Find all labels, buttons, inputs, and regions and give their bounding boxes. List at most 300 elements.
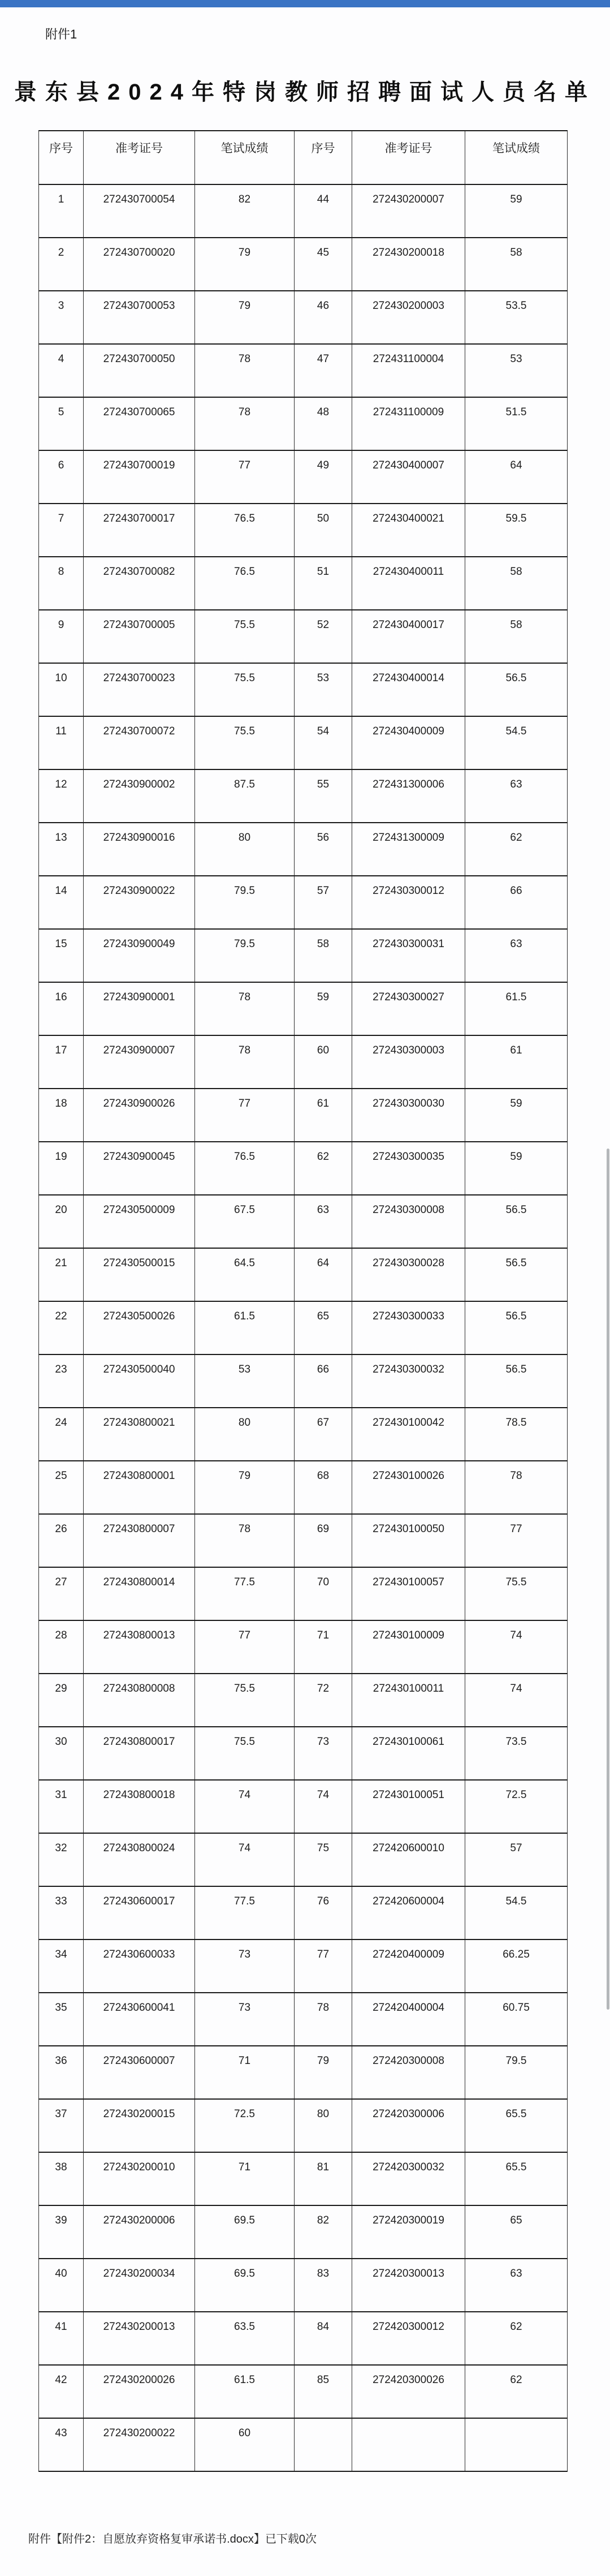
written-score-cell: 64: [465, 450, 568, 504]
written-score-cell: 76.5: [195, 557, 295, 610]
written-score-cell: 72.5: [465, 1780, 568, 1833]
row-number-cell: 15: [39, 929, 84, 982]
row-number-cell: 70: [295, 1567, 352, 1620]
written-score-cell: 77.5: [195, 1567, 295, 1620]
column-header: 准考证号: [352, 131, 465, 184]
written-score-cell: 69.5: [195, 2259, 295, 2312]
written-score-cell: 74: [465, 1620, 568, 1674]
row-number-cell: 60: [295, 1035, 352, 1089]
admission-ticket-cell: 272430400021: [352, 504, 465, 557]
admission-ticket-cell: 272430800001: [84, 1461, 195, 1514]
table-row: [39, 2046, 568, 2099]
row-number-cell: 71: [295, 1620, 352, 1674]
admission-ticket-cell: 272430700019: [84, 450, 195, 504]
admission-ticket-cell: 272430700082: [84, 557, 195, 610]
written-score-cell: 63: [465, 2259, 568, 2312]
written-score-cell: 71: [195, 2046, 295, 2099]
admission-ticket-cell: 272430200026: [84, 2365, 195, 2418]
written-score-cell: 79: [195, 291, 295, 344]
table-row: [39, 823, 568, 876]
row-number-cell: 9: [39, 610, 84, 663]
row-number-cell: 1: [39, 184, 84, 238]
table-row: [39, 769, 568, 823]
row-number-cell: 42: [39, 2365, 84, 2418]
written-score-cell: 54.5: [465, 716, 568, 769]
row-number-cell: 19: [39, 1142, 84, 1195]
table-row: [39, 2418, 568, 2471]
written-score-cell: 63.5: [195, 2312, 295, 2365]
written-score-cell: 74: [195, 1780, 295, 1833]
written-score-cell: 61.5: [195, 2365, 295, 2418]
table-row: [39, 2365, 568, 2418]
admission-ticket-cell: 272430800024: [84, 1833, 195, 1886]
interview-score-table: [38, 130, 568, 2472]
written-score-cell: 77: [195, 450, 295, 504]
row-number-cell: 67: [295, 1408, 352, 1461]
row-number-cell: 68: [295, 1461, 352, 1514]
table-row: [39, 1301, 568, 1354]
admission-ticket-cell: 272430900045: [84, 1142, 195, 1195]
admission-ticket-cell: 272430900022: [84, 876, 195, 929]
table-row: [39, 2152, 568, 2205]
admission-ticket-cell: 272431300009: [352, 823, 465, 876]
footer-download-count: 已下载0次: [265, 2533, 317, 2545]
top-accent-bar: [0, 0, 610, 7]
column-header: 准考证号: [84, 131, 195, 184]
row-number-cell: 14: [39, 876, 84, 929]
written-score-cell: 73: [195, 1993, 295, 2046]
admission-ticket-cell: 272430100057: [352, 1567, 465, 1620]
admission-ticket-cell: 272430300008: [352, 1195, 465, 1248]
written-score-cell: 75.5: [195, 1727, 295, 1780]
row-number-cell: 37: [39, 2099, 84, 2152]
written-score-cell: 61.5: [465, 982, 568, 1035]
admission-ticket-cell: 272430800021: [84, 1408, 195, 1461]
written-score-cell: 62: [465, 2312, 568, 2365]
row-number-cell: 64: [295, 1248, 352, 1301]
row-number-cell: 56: [295, 823, 352, 876]
admission-ticket-cell: 272430700005: [84, 610, 195, 663]
row-number-cell: 6: [39, 450, 84, 504]
row-number-cell: 13: [39, 823, 84, 876]
row-number-cell: 30: [39, 1727, 84, 1780]
row-number-cell: 8: [39, 557, 84, 610]
row-number-cell: 20: [39, 1195, 84, 1248]
written-score-cell: 60: [195, 2418, 295, 2471]
admission-ticket-cell: 272430200010: [84, 2152, 195, 2205]
row-number-cell: 55: [295, 769, 352, 823]
table-row: [39, 1354, 568, 1408]
written-score-cell: 59: [465, 1142, 568, 1195]
written-score-cell: 77: [465, 1514, 568, 1567]
table-row: [39, 1727, 568, 1780]
admission-ticket-cell: 272430300012: [352, 876, 465, 929]
table-row: [39, 1780, 568, 1833]
table-row: [39, 663, 568, 716]
written-score-cell: 73.5: [465, 1727, 568, 1780]
row-number-cell: 22: [39, 1301, 84, 1354]
row-number-cell: 33: [39, 1886, 84, 1939]
admission-ticket-cell: 272430200022: [84, 2418, 195, 2471]
admission-ticket-cell: 272430700053: [84, 291, 195, 344]
table-row: [39, 1248, 568, 1301]
admission-ticket-cell: 272430400011: [352, 557, 465, 610]
row-number-cell: 76: [295, 1886, 352, 1939]
table-row: [39, 1674, 568, 1727]
row-number-cell: 72: [295, 1674, 352, 1727]
written-score-cell: 66.25: [465, 1939, 568, 1993]
table-row: [39, 929, 568, 982]
written-score-cell: 77: [195, 1620, 295, 1674]
admission-ticket-cell: 272430800013: [84, 1620, 195, 1674]
row-number-cell: 47: [295, 344, 352, 397]
admission-ticket-cell: 272430700065: [84, 397, 195, 450]
written-score-cell: 61.5: [195, 1301, 295, 1354]
row-number-cell: 35: [39, 1993, 84, 2046]
table-row: [39, 450, 568, 504]
row-number-cell: 85: [295, 2365, 352, 2418]
written-score-cell: 62: [465, 823, 568, 876]
admission-ticket-cell: 272430100011: [352, 1674, 465, 1727]
page-title: 景东县2024年特岗教师招聘面试人员名单: [14, 80, 596, 105]
admission-ticket-cell: 272430100051: [352, 1780, 465, 1833]
admission-ticket-cell: 272430700020: [84, 238, 195, 291]
table-row: [39, 982, 568, 1035]
table-row: [39, 1939, 568, 1993]
table-row: [39, 1408, 568, 1461]
table-header-row: [39, 131, 568, 184]
admission-ticket-cell: 272430700050: [84, 344, 195, 397]
table-row: [39, 2205, 568, 2259]
table-row: [39, 876, 568, 929]
written-score-cell: 78: [195, 344, 295, 397]
row-number-cell: 62: [295, 1142, 352, 1195]
written-score-cell: [465, 2418, 568, 2471]
admission-ticket-cell: 272420600010: [352, 1833, 465, 1886]
column-header: 序号: [295, 131, 352, 184]
written-score-cell: 78: [195, 1514, 295, 1567]
written-score-cell: 59: [465, 1089, 568, 1142]
written-score-cell: 63: [465, 769, 568, 823]
written-score-cell: 53.5: [465, 291, 568, 344]
table-row: [39, 1833, 568, 1886]
admission-ticket-cell: 272430400017: [352, 610, 465, 663]
admission-ticket-cell: 272420300012: [352, 2312, 465, 2365]
row-number-cell: 3: [39, 291, 84, 344]
written-score-cell: 75.5: [195, 716, 295, 769]
admission-ticket-cell: 272430600007: [84, 2046, 195, 2099]
written-score-cell: 87.5: [195, 769, 295, 823]
admission-ticket-cell: 272430400009: [352, 716, 465, 769]
admission-ticket-cell: 272430100050: [352, 1514, 465, 1567]
admission-ticket-cell: 272430900002: [84, 769, 195, 823]
row-number-cell: 36: [39, 2046, 84, 2099]
row-number-cell: 78: [295, 1993, 352, 2046]
scrollbar-thumb[interactable]: [607, 1149, 609, 2010]
written-score-cell: 56.5: [465, 1354, 568, 1408]
row-number-cell: 50: [295, 504, 352, 557]
row-number-cell: 46: [295, 291, 352, 344]
admission-ticket-cell: 272431300006: [352, 769, 465, 823]
written-score-cell: 67.5: [195, 1195, 295, 1248]
admission-ticket-cell: 272420400009: [352, 1939, 465, 1993]
footer-attachment-prefix: 附件: [28, 2533, 51, 2545]
written-score-cell: 56.5: [465, 663, 568, 716]
written-score-cell: 77: [195, 1089, 295, 1142]
admission-ticket-cell: 272430100042: [352, 1408, 465, 1461]
row-number-cell: 24: [39, 1408, 84, 1461]
written-score-cell: 76.5: [195, 1142, 295, 1195]
admission-ticket-cell: 272430600017: [84, 1886, 195, 1939]
written-score-cell: 66: [465, 876, 568, 929]
row-number-cell: 5: [39, 397, 84, 450]
row-number-cell: 65: [295, 1301, 352, 1354]
written-score-cell: 79.5: [465, 2046, 568, 2099]
admission-ticket-cell: 272430200034: [84, 2259, 195, 2312]
written-score-cell: 51.5: [465, 397, 568, 450]
row-number-cell: 75: [295, 1833, 352, 1886]
written-score-cell: 82: [195, 184, 295, 238]
row-number-cell: 25: [39, 1461, 84, 1514]
row-number-cell: 66: [295, 1354, 352, 1408]
table-row: [39, 1142, 568, 1195]
row-number-cell: 41: [39, 2312, 84, 2365]
row-number-cell: 59: [295, 982, 352, 1035]
column-header: 序号: [39, 131, 84, 184]
admission-ticket-cell: 272430200015: [84, 2099, 195, 2152]
row-number-cell: 4: [39, 344, 84, 397]
admission-ticket-cell: 272431100009: [352, 397, 465, 450]
row-number-cell: 84: [295, 2312, 352, 2365]
table-row: [39, 1886, 568, 1939]
admission-ticket-cell: 272420300006: [352, 2099, 465, 2152]
row-number-cell: 74: [295, 1780, 352, 1833]
written-score-cell: 73: [195, 1939, 295, 1993]
row-number-cell: 73: [295, 1727, 352, 1780]
row-number-cell: 34: [39, 1939, 84, 1993]
row-number-cell: 79: [295, 2046, 352, 2099]
row-number-cell: 77: [295, 1939, 352, 1993]
column-header: 笔试成绩: [465, 131, 568, 184]
admission-ticket-cell: 272430800014: [84, 1567, 195, 1620]
row-number-cell: 31: [39, 1780, 84, 1833]
admission-ticket-cell: 272430400007: [352, 450, 465, 504]
row-number-cell: 63: [295, 1195, 352, 1248]
admission-ticket-cell: 272420300032: [352, 2152, 465, 2205]
admission-ticket-cell: 272430200013: [84, 2312, 195, 2365]
table-row: [39, 504, 568, 557]
row-number-cell: 44: [295, 184, 352, 238]
admission-ticket-cell: 272430500026: [84, 1301, 195, 1354]
row-number-cell: 45: [295, 238, 352, 291]
written-score-cell: 59.5: [465, 504, 568, 557]
row-number-cell: 54: [295, 716, 352, 769]
row-number-cell: 48: [295, 397, 352, 450]
written-score-cell: 69.5: [195, 2205, 295, 2259]
table-row: [39, 1514, 568, 1567]
written-score-cell: 65: [465, 2205, 568, 2259]
row-number-cell: 16: [39, 982, 84, 1035]
admission-ticket-cell: 272430100009: [352, 1620, 465, 1674]
row-number-cell: 40: [39, 2259, 84, 2312]
row-number-cell: 2: [39, 238, 84, 291]
table-row: [39, 184, 568, 238]
row-number-cell: 17: [39, 1035, 84, 1089]
admission-ticket-cell: 272430300035: [352, 1142, 465, 1195]
row-number-cell: 11: [39, 716, 84, 769]
table-row: [39, 2259, 568, 2312]
row-number-cell: 7: [39, 504, 84, 557]
row-number-cell: 80: [295, 2099, 352, 2152]
row-number-cell: 12: [39, 769, 84, 823]
admission-ticket-cell: 272430900026: [84, 1089, 195, 1142]
admission-ticket-cell: 272430800007: [84, 1514, 195, 1567]
admission-ticket-cell: 272431100004: [352, 344, 465, 397]
admission-ticket-cell: 272430200006: [84, 2205, 195, 2259]
table-row: [39, 1461, 568, 1514]
written-score-cell: 80: [195, 823, 295, 876]
admission-ticket-cell: 272430200003: [352, 291, 465, 344]
row-number-cell: 69: [295, 1514, 352, 1567]
admission-ticket-cell: 272430900007: [84, 1035, 195, 1089]
table-row: [39, 397, 568, 450]
admission-ticket-cell: 272430300032: [352, 1354, 465, 1408]
admission-ticket-cell: 272430300031: [352, 929, 465, 982]
row-number-cell: [295, 2418, 352, 2471]
table-row: [39, 238, 568, 291]
table-row: [39, 1035, 568, 1089]
table-row: [39, 1567, 568, 1620]
written-score-cell: 75.5: [195, 610, 295, 663]
admission-ticket-cell: 272430700072: [84, 716, 195, 769]
written-score-cell: 64.5: [195, 1248, 295, 1301]
column-header: 笔试成绩: [195, 131, 295, 184]
row-number-cell: 53: [295, 663, 352, 716]
admission-ticket-cell: 272430500040: [84, 1354, 195, 1408]
admission-ticket-cell: 272430600041: [84, 1993, 195, 2046]
admission-ticket-cell: 272430800018: [84, 1780, 195, 1833]
admission-ticket-cell: 272420300008: [352, 2046, 465, 2099]
table-row: [39, 2312, 568, 2365]
written-score-cell: 75.5: [195, 1674, 295, 1727]
written-score-cell: 78: [465, 1461, 568, 1514]
admission-ticket-cell: 272430300028: [352, 1248, 465, 1301]
written-score-cell: 71: [195, 2152, 295, 2205]
written-score-cell: 78: [195, 1035, 295, 1089]
written-score-cell: 58: [465, 610, 568, 663]
row-number-cell: 39: [39, 2205, 84, 2259]
written-score-cell: 75.5: [195, 663, 295, 716]
row-number-cell: 28: [39, 1620, 84, 1674]
written-score-cell: 56.5: [465, 1301, 568, 1354]
table-row: [39, 1089, 568, 1142]
written-score-cell: 72.5: [195, 2099, 295, 2152]
row-number-cell: 27: [39, 1567, 84, 1620]
written-score-cell: 65.5: [465, 2099, 568, 2152]
admission-ticket-cell: 272430400014: [352, 663, 465, 716]
admission-ticket-cell: 272430500015: [84, 1248, 195, 1301]
row-number-cell: 26: [39, 1514, 84, 1567]
row-number-cell: 38: [39, 2152, 84, 2205]
written-score-cell: 53: [195, 1354, 295, 1408]
admission-ticket-cell: 272420400004: [352, 1993, 465, 2046]
written-score-cell: 77.5: [195, 1886, 295, 1939]
row-number-cell: 21: [39, 1248, 84, 1301]
written-score-cell: 79: [195, 1461, 295, 1514]
written-score-cell: 53: [465, 344, 568, 397]
row-number-cell: 18: [39, 1089, 84, 1142]
written-score-cell: 65.5: [465, 2152, 568, 2205]
admission-ticket-cell: 272430200007: [352, 184, 465, 238]
written-score-cell: 79: [195, 238, 295, 291]
admission-ticket-cell: 272430300003: [352, 1035, 465, 1089]
row-number-cell: 10: [39, 663, 84, 716]
written-score-cell: 78: [195, 397, 295, 450]
row-number-cell: 81: [295, 2152, 352, 2205]
admission-ticket-cell: 272420300013: [352, 2259, 465, 2312]
admission-ticket-cell: 272430900001: [84, 982, 195, 1035]
row-number-cell: 61: [295, 1089, 352, 1142]
written-score-cell: 78.5: [465, 1408, 568, 1461]
row-number-cell: 52: [295, 610, 352, 663]
written-score-cell: 79.5: [195, 876, 295, 929]
attachment-label: 附件1: [45, 27, 77, 41]
admission-ticket-cell: 272420300026: [352, 2365, 465, 2418]
written-score-cell: 79.5: [195, 929, 295, 982]
table-row: [39, 557, 568, 610]
written-score-cell: 56.5: [465, 1248, 568, 1301]
table-row: [39, 1620, 568, 1674]
admission-ticket-cell: 272430200018: [352, 238, 465, 291]
written-score-cell: 80: [195, 1408, 295, 1461]
table-row: [39, 291, 568, 344]
admission-ticket-cell: 272430300030: [352, 1089, 465, 1142]
written-score-cell: 75.5: [465, 1567, 568, 1620]
row-number-cell: 32: [39, 1833, 84, 1886]
admission-ticket-cell: 272430800008: [84, 1674, 195, 1727]
written-score-cell: 76.5: [195, 504, 295, 557]
table-header: [39, 131, 568, 184]
written-score-cell: 58: [465, 557, 568, 610]
admission-ticket-cell: 272430100061: [352, 1727, 465, 1780]
table-row: [39, 610, 568, 663]
admission-ticket-cell: 272430500009: [84, 1195, 195, 1248]
written-score-cell: 57: [465, 1833, 568, 1886]
admission-ticket-cell: 272430800017: [84, 1727, 195, 1780]
table-body: [39, 184, 568, 2471]
row-number-cell: 58: [295, 929, 352, 982]
written-score-cell: 62: [465, 2365, 568, 2418]
admission-ticket-cell: 272430300033: [352, 1301, 465, 1354]
written-score-cell: 56.5: [465, 1195, 568, 1248]
admission-ticket-cell: 272430700054: [84, 184, 195, 238]
row-number-cell: 57: [295, 876, 352, 929]
row-number-cell: 49: [295, 450, 352, 504]
row-number-cell: 43: [39, 2418, 84, 2471]
table-row: [39, 344, 568, 397]
footer-attachment-line: [28, 2530, 317, 2546]
table-row: [39, 2099, 568, 2152]
written-score-cell: 78: [195, 982, 295, 1035]
written-score-cell: 58: [465, 238, 568, 291]
table-row: [39, 1195, 568, 1248]
admission-ticket-cell: 272430100026: [352, 1461, 465, 1514]
attachment-file-link[interactable]: 【附件2：自愿放弃资格复审承诺书.docx】: [51, 2533, 265, 2545]
admission-ticket-cell: 272430700017: [84, 504, 195, 557]
written-score-cell: 74: [195, 1833, 295, 1886]
admission-ticket-cell: 272430900016: [84, 823, 195, 876]
written-score-cell: 59: [465, 184, 568, 238]
